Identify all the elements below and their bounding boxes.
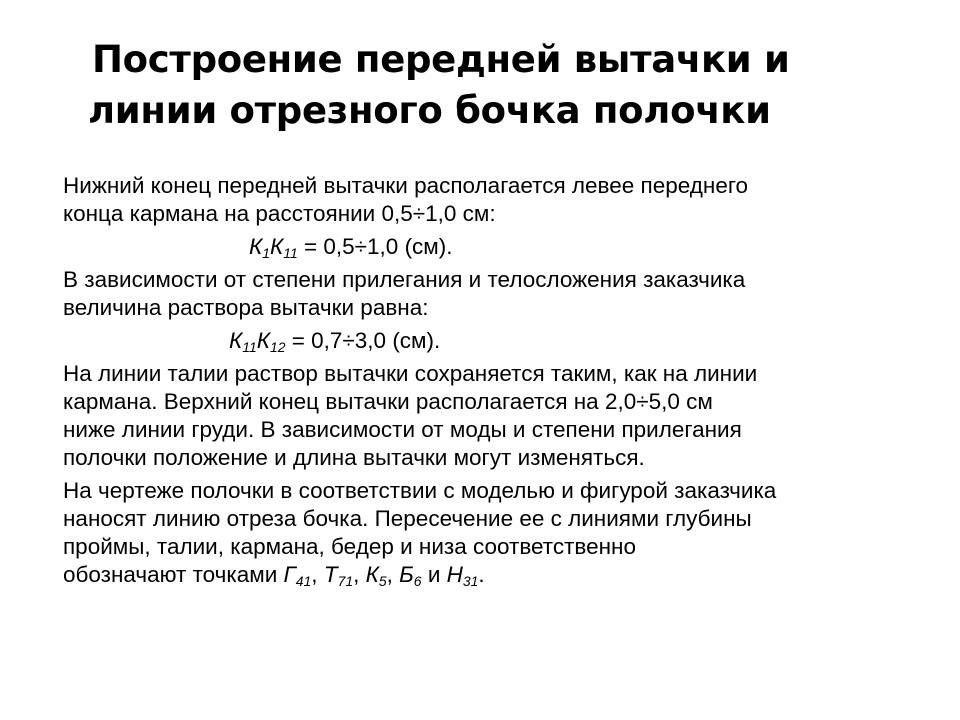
paragraph-line: В зависимости от степени прилегания и телосложения заказчика xyxy=(63,267,746,292)
point-subscript: 41 xyxy=(295,573,312,590)
formula-symbol: К xyxy=(229,328,243,353)
formula-subscript: 11 xyxy=(242,339,257,356)
paragraph-line: величина раствора вытачки равна: xyxy=(63,295,429,320)
slide-body xyxy=(63,172,913,594)
formula-value: = 0,7÷3,0 (см). xyxy=(285,328,441,353)
paragraph-line-points xyxy=(63,561,913,590)
points-prefix: обозначают точками xyxy=(63,562,284,587)
point-symbol: Н xyxy=(446,562,463,587)
formula-symbol: К xyxy=(256,328,270,353)
point-symbol: Т xyxy=(323,562,338,587)
paragraph-line: На линии талии раствор вытачки сохраняется таким, как на линии xyxy=(63,361,758,386)
point-separator: , xyxy=(386,562,400,587)
paragraph-line: проймы, талии, кармана, бедер и низа соответственно xyxy=(63,534,636,559)
formula-k1-k11 xyxy=(63,233,913,261)
point-subscript: 31 xyxy=(462,573,479,590)
formula-value: = 0,5÷1,0 (см). xyxy=(297,234,453,259)
paragraph-waist-dart xyxy=(63,360,913,472)
point-subscript: 71 xyxy=(337,573,354,590)
formula-subscript: 11 xyxy=(283,245,298,262)
point-separator: , xyxy=(353,562,366,587)
paragraph-line: наносят линию отреза бочка. Пересечение ее с линиями глубины xyxy=(63,506,752,531)
slide-title xyxy=(88,34,888,136)
paragraph-side-line xyxy=(63,477,913,589)
paragraph-line: полочки положение и длина вытачки могут изменяться. xyxy=(63,445,645,470)
formula-symbol: К xyxy=(249,234,263,259)
formula-k11-k12 xyxy=(63,327,913,355)
point-subscript: 6 xyxy=(413,573,422,590)
formula-symbol: К xyxy=(270,234,284,259)
paragraph-line: Нижний конец передней вытачки располагается левее переднего xyxy=(63,173,749,198)
point-subscript: 5 xyxy=(378,573,387,590)
point-separator: , xyxy=(311,562,324,587)
point-symbol: Г xyxy=(283,562,296,587)
point-separator: и xyxy=(421,562,447,587)
formula-subscript: 1 xyxy=(262,245,271,262)
paragraph-line: ниже линии груди. В зависимости от моды и степени прилегания xyxy=(63,417,742,442)
paragraph-dart-width xyxy=(63,266,913,322)
point-symbol: Б xyxy=(399,562,414,587)
paragraph-front-dart-end xyxy=(63,172,913,228)
title-line-2: линии отрезного бочка полочки xyxy=(88,89,771,132)
paragraph-line: кармана. Верхний конец вытачки располагается на 2,0÷5,0 см xyxy=(63,389,713,414)
paragraph-line: На чертеже полочки в соответствии с моделью и фигурой заказчика xyxy=(63,478,777,503)
formula-subscript: 12 xyxy=(270,339,286,356)
paragraph-line: конца кармана на расстоянии 0,5÷1,0 см: xyxy=(63,201,496,226)
title-line-1: Построение передней вытачки и xyxy=(92,38,790,81)
point-separator: . xyxy=(478,562,485,587)
point-symbol: К xyxy=(365,562,379,587)
